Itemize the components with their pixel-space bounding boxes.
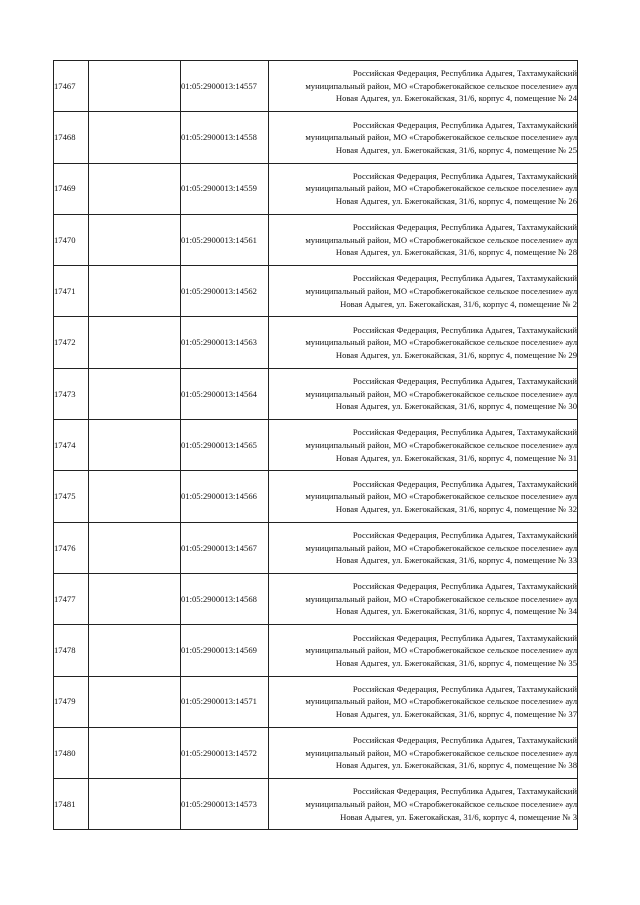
row-number-cell: 17477 <box>54 573 89 624</box>
cadastral-number-cell: 01:05:2900013:14557 <box>181 61 269 112</box>
address-line: Новая Адыгея, ул. Бжегокайская, 31/6, корпус 4, помещение № 2 <box>340 298 577 309</box>
address-line: Новая Адыгея, ул. Бжегокайская, 31/6, корпус 4, помещение № 28 <box>335 247 577 258</box>
row-number-cell: 17472 <box>54 317 89 368</box>
address-line: Новая Адыгея, ул. Бжегокайская, 31/6, корпус 4, помещение № 25 <box>335 144 577 155</box>
address-line: Российская Федерация, Республика Адыгея, Тахтамукайский <box>352 529 577 540</box>
cadastral-number-cell: 01:05:2900013:14558 <box>181 112 269 163</box>
row-number-cell: 17470 <box>54 214 89 265</box>
address-cell <box>269 471 578 522</box>
empty-cell <box>89 522 181 573</box>
table-row <box>54 779 578 830</box>
cadastral-number-cell: 01:05:2900013:14568 <box>181 573 269 624</box>
address-line: Российская Федерация, Республика Адыгея, Тахтамукайский <box>352 735 577 746</box>
cadastral-number-cell: 01:05:2900013:14562 <box>181 266 269 317</box>
row-number-cell: 17480 <box>54 727 89 778</box>
cadastral-number-cell: 01:05:2900013:14566 <box>181 471 269 522</box>
address-line: Российская Федерация, Республика Адыгея, Тахтамукайский <box>352 683 577 694</box>
address-cell <box>269 368 578 419</box>
address-line: муниципальный район, МО «Старобжегокайское сельское поселение» аул <box>305 132 577 143</box>
address-cell <box>269 163 578 214</box>
empty-cell <box>89 676 181 727</box>
address-line: Российская Федерация, Республика Адыгея, Тахтамукайский <box>352 273 577 284</box>
address-cell <box>269 625 578 676</box>
row-number-cell: 17474 <box>54 420 89 471</box>
address-line: муниципальный район, МО «Старобжегокайское сельское поселение» аул <box>305 747 577 758</box>
row-number-cell: 17471 <box>54 266 89 317</box>
address-line: Российская Федерация, Республика Адыгея, Тахтамукайский <box>352 581 577 592</box>
address-line: муниципальный район, МО «Старобжегокайское сельское поселение» аул <box>305 183 577 194</box>
address-line: Российская Федерация, Республика Адыгея, Тахтамукайский <box>352 68 577 79</box>
row-number-cell: 17481 <box>54 779 89 830</box>
address-line: Новая Адыгея, ул. Бжегокайская, 31/6, корпус 4, помещение № 38 <box>335 760 577 771</box>
address-line: муниципальный район, МО «Старобжегокайское сельское поселение» аул <box>305 645 577 656</box>
table-row <box>54 573 578 624</box>
address-line: Российская Федерация, Республика Адыгея, Тахтамукайский <box>352 324 577 335</box>
table-row <box>54 727 578 778</box>
table-row <box>54 368 578 419</box>
empty-cell <box>89 61 181 112</box>
row-number-cell: 17473 <box>54 368 89 419</box>
empty-cell <box>89 317 181 368</box>
cadastral-number-cell: 01:05:2900013:14571 <box>181 676 269 727</box>
empty-cell <box>89 727 181 778</box>
cadastral-number-cell: 01:05:2900013:14563 <box>181 317 269 368</box>
table-row <box>54 112 578 163</box>
address-line: Новая Адыгея, ул. Бжегокайская, 31/6, корпус 4, помещение № 24 <box>335 93 577 104</box>
address-cell <box>269 573 578 624</box>
table-row <box>54 625 578 676</box>
cadastral-number-cell: 01:05:2900013:14572 <box>181 727 269 778</box>
cadastral-number-cell: 01:05:2900013:14573 <box>181 779 269 830</box>
address-line: муниципальный район, МО «Старобжегокайское сельское поселение» аул <box>305 388 577 399</box>
address-cell <box>269 317 578 368</box>
row-number-cell: 17468 <box>54 112 89 163</box>
empty-cell <box>89 573 181 624</box>
address-line: Новая Адыгея, ул. Бжегокайская, 31/6, корпус 4, помещение № 29 <box>335 349 577 360</box>
address-line: Новая Адыгея, ул. Бжегокайская, 31/6, корпус 4, помещение № 3 <box>340 811 577 822</box>
cadastral-number-cell: 01:05:2900013:14567 <box>181 522 269 573</box>
cadastral-number-cell: 01:05:2900013:14559 <box>181 163 269 214</box>
address-line: Новая Адыгея, ул. Бжегокайская, 31/6, корпус 4, помещение № 32 <box>335 503 577 514</box>
cadastral-number-cell: 01:05:2900013:14561 <box>181 214 269 265</box>
address-line: муниципальный район, МО «Старобжегокайское сельское поселение» аул <box>305 234 577 245</box>
table-row <box>54 163 578 214</box>
address-line: Новая Адыгея, ул. Бжегокайская, 31/6, корпус 4, помещение № 33 <box>335 555 577 566</box>
row-number-cell: 17467 <box>54 61 89 112</box>
table-row <box>54 522 578 573</box>
table-row <box>54 471 578 522</box>
address-cell <box>269 61 578 112</box>
row-number-cell: 17479 <box>54 676 89 727</box>
address-line: Российская Федерация, Республика Адыгея, Тахтамукайский <box>352 427 577 438</box>
registry-table <box>53 60 578 830</box>
address-line: Новая Адыгея, ул. Бжегокайская, 31/6, корпус 4, помещение № 35 <box>335 657 577 668</box>
empty-cell <box>89 112 181 163</box>
empty-cell <box>89 779 181 830</box>
table-row <box>54 61 578 112</box>
address-line: Российская Федерация, Республика Адыгея, Тахтамукайский <box>352 632 577 643</box>
cadastral-number-cell: 01:05:2900013:14564 <box>181 368 269 419</box>
address-cell <box>269 676 578 727</box>
empty-cell <box>89 368 181 419</box>
table-row <box>54 420 578 471</box>
address-line: Российская Федерация, Республика Адыгея, Тахтамукайский <box>352 170 577 181</box>
cadastral-number-cell: 01:05:2900013:14569 <box>181 625 269 676</box>
address-line: Новая Адыгея, ул. Бжегокайская, 31/6, корпус 4, помещение № 31 <box>335 452 577 463</box>
address-line: Российская Федерация, Республика Адыгея, Тахтамукайский <box>352 786 577 797</box>
address-line: муниципальный район, МО «Старобжегокайское сельское поселение» аул <box>305 439 577 450</box>
row-number-cell: 17475 <box>54 471 89 522</box>
address-line: муниципальный район, МО «Старобжегокайское сельское поселение» аул <box>305 491 577 502</box>
empty-cell <box>89 163 181 214</box>
address-line: муниципальный район, МО «Старобжегокайское сельское поселение» аул <box>305 286 577 297</box>
address-cell <box>269 112 578 163</box>
row-number-cell: 17469 <box>54 163 89 214</box>
cadastral-number-cell: 01:05:2900013:14565 <box>181 420 269 471</box>
address-cell <box>269 266 578 317</box>
address-line: муниципальный район, МО «Старобжегокайское сельское поселение» аул <box>305 799 577 809</box>
address-line: муниципальный район, МО «Старобжегокайское сельское поселение» аул <box>305 593 577 604</box>
address-line: Российская Федерация, Республика Адыгея, Тахтамукайский <box>352 222 577 233</box>
address-cell <box>269 214 578 265</box>
row-number-cell: 17478 <box>54 625 89 676</box>
table-row <box>54 676 578 727</box>
registry-table-body <box>54 61 578 830</box>
empty-cell <box>89 266 181 317</box>
address-line: муниципальный район, МО «Старобжегокайское сельское поселение» аул <box>305 696 577 707</box>
address-line: Российская Федерация, Республика Адыгея, Тахтамукайский <box>352 376 577 387</box>
address-cell <box>269 779 578 830</box>
address-line: муниципальный район, МО «Старобжегокайское сельское поселение» аул <box>305 337 577 348</box>
address-line: муниципальный район, МО «Старобжегокайское сельское поселение» аул <box>305 542 577 553</box>
row-number-cell: 17476 <box>54 522 89 573</box>
empty-cell <box>89 214 181 265</box>
empty-cell <box>89 420 181 471</box>
address-line: Новая Адыгея, ул. Бжегокайская, 31/6, корпус 4, помещение № 37 <box>335 709 577 719</box>
table-row <box>54 317 578 368</box>
address-line: Новая Адыгея, ул. Бжегокайская, 31/6, корпус 4, помещение № 34 <box>335 606 577 617</box>
address-line: Российская Федерация, Республика Адыгея, Тахтамукайский <box>352 478 577 489</box>
empty-cell <box>89 471 181 522</box>
address-line: Российская Федерация, Республика Адыгея, Тахтамукайский <box>352 119 577 130</box>
address-cell <box>269 522 578 573</box>
address-line: Новая Адыгея, ул. Бжегокайская, 31/6, корпус 4, помещение № 26 <box>335 196 577 207</box>
table-row <box>54 214 578 265</box>
address-line: Новая Адыгея, ул. Бжегокайская, 31/6, корпус 4, помещение № 30 <box>335 401 577 412</box>
empty-cell <box>89 625 181 676</box>
address-cell <box>269 727 578 778</box>
table-row <box>54 266 578 317</box>
address-cell <box>269 420 578 471</box>
address-line: муниципальный район, МО «Старобжегокайское сельское поселение» аул <box>305 80 577 91</box>
